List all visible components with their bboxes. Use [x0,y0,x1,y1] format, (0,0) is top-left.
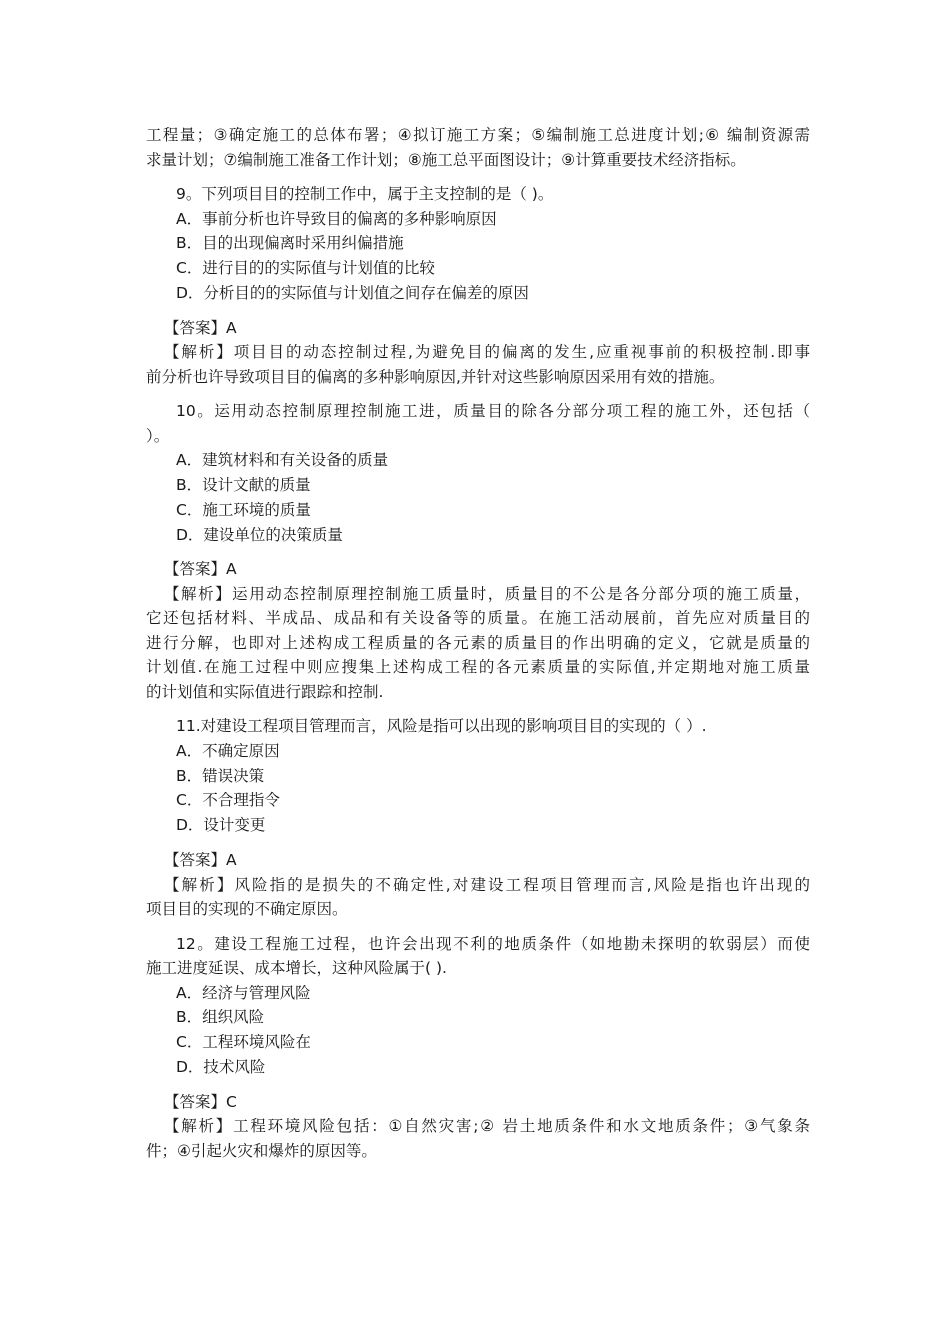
analysis-line: 进行分解，也即对上述构成工程质量的各元素的质量目的作出明确的定义，它就是质量的 [146,633,810,652]
intro-line: 求量计划；⑦编制施工准备工作计划；⑧施工总平面图设计；⑨计算重要技术经济指标。 [146,150,746,169]
analysis-line: 【解析】风险指的是损失的不确定性,对建设工程项目管理而言,风险是指也许出现的 [164,875,810,894]
question-9 [146,182,810,389]
option-c: C．施工环境的质量 [176,500,311,519]
option-c: C．进行目的的实际值与计划值的比较 [176,259,435,278]
analysis-line: 它还包括材料、半成品、成品和有关设备等的质量。在施工活动展前，首先应对质量目的 [146,609,810,628]
option-a: A．建筑材料和有关设备的质量 [176,451,389,470]
option-b: B．设计文献的质量 [176,475,311,494]
answer: 【答案】A [164,318,237,337]
analysis-line: 项目目的实现的不确定原因。 [146,900,348,919]
intro-line: 工程量；③确定施工的总体布署；④拟订施工方案；⑤编制施工总进度计划;⑥ 编制资源需 [146,126,810,144]
analysis-line: 【解析】工程环境风险包括：①自然灾害;② 岩土地质条件和水文地质条件；③气象条 [164,1117,810,1136]
intro-paragraph [146,123,810,172]
question-stem: ）。 [146,426,170,445]
question-stem: 9。下列项目目的控制工作中，属于主支控制的是（ )。 [176,185,554,203]
question-10 [146,399,810,704]
analysis-line: 的计划值和实际值进行跟踪和控制. [146,682,384,701]
option-c: C．不合理指令 [176,791,280,810]
analysis-line: 计划值.在施工过程中则应搜集上述构成工程的各元素质量的实际值,并定期地对施工质量 [146,658,810,677]
answer: 【答案】A [164,851,237,870]
analysis-line: 件；④引起火灾和爆炸的原因等。 [146,1141,377,1160]
option-b: B．目的出现偏离时采用纠偏措施 [176,234,404,253]
option-d: D．设计变更 [176,816,266,835]
option-c: C．工程环境风险在 [176,1033,311,1052]
option-a: A．不确定原因 [176,741,280,760]
option-d: D．技术风险 [176,1057,266,1076]
analysis-line: 【解析】项目目的动态控制过程,为避免目的偏离的发生,应重视事前的积极控制.即事 [164,343,810,362]
question-stem: 12。建设工程施工过程，也许会出现不利的地质条件（如地勘未探明的软弱层）而使 [176,934,810,953]
option-a: A．事前分析也许导致目的偏离的多种影响原因 [176,209,497,228]
analysis-line: 【解析】运用动态控制原理控制施工质量时，质量目的不公是各分部分项的施工质量， [164,584,810,603]
option-b: B．错误决策 [176,766,265,785]
option-d: D．建设单位的决策质量 [176,525,343,544]
option-b: B．组织风险 [176,1008,265,1027]
question-stem: 11.对建设工程项目管理而言，风险是指可以出现的影响项目目的实现的（ ）. [176,717,707,736]
question-12 [146,932,810,1164]
document-body [146,123,810,1163]
analysis-line: 前分析也许导致项目目的偏离的多种影响原因,并针对这些影响原因采用有效的措施。 [146,367,725,386]
question-11 [146,714,810,921]
question-stem: 10。运用动态控制原理控制施工进，质量目的除各分部分项工程的施工外，还包括（ [176,402,810,421]
option-d: D．分析目的的实际值与计划值之间存在偏差的原因 [176,283,529,302]
option-a: A．经济与管理风险 [176,983,311,1002]
question-stem: 施工进度延误、成本增长，这种风险属于( ). [146,959,447,978]
answer: 【答案】C [164,1092,237,1111]
answer: 【答案】A [164,560,237,579]
